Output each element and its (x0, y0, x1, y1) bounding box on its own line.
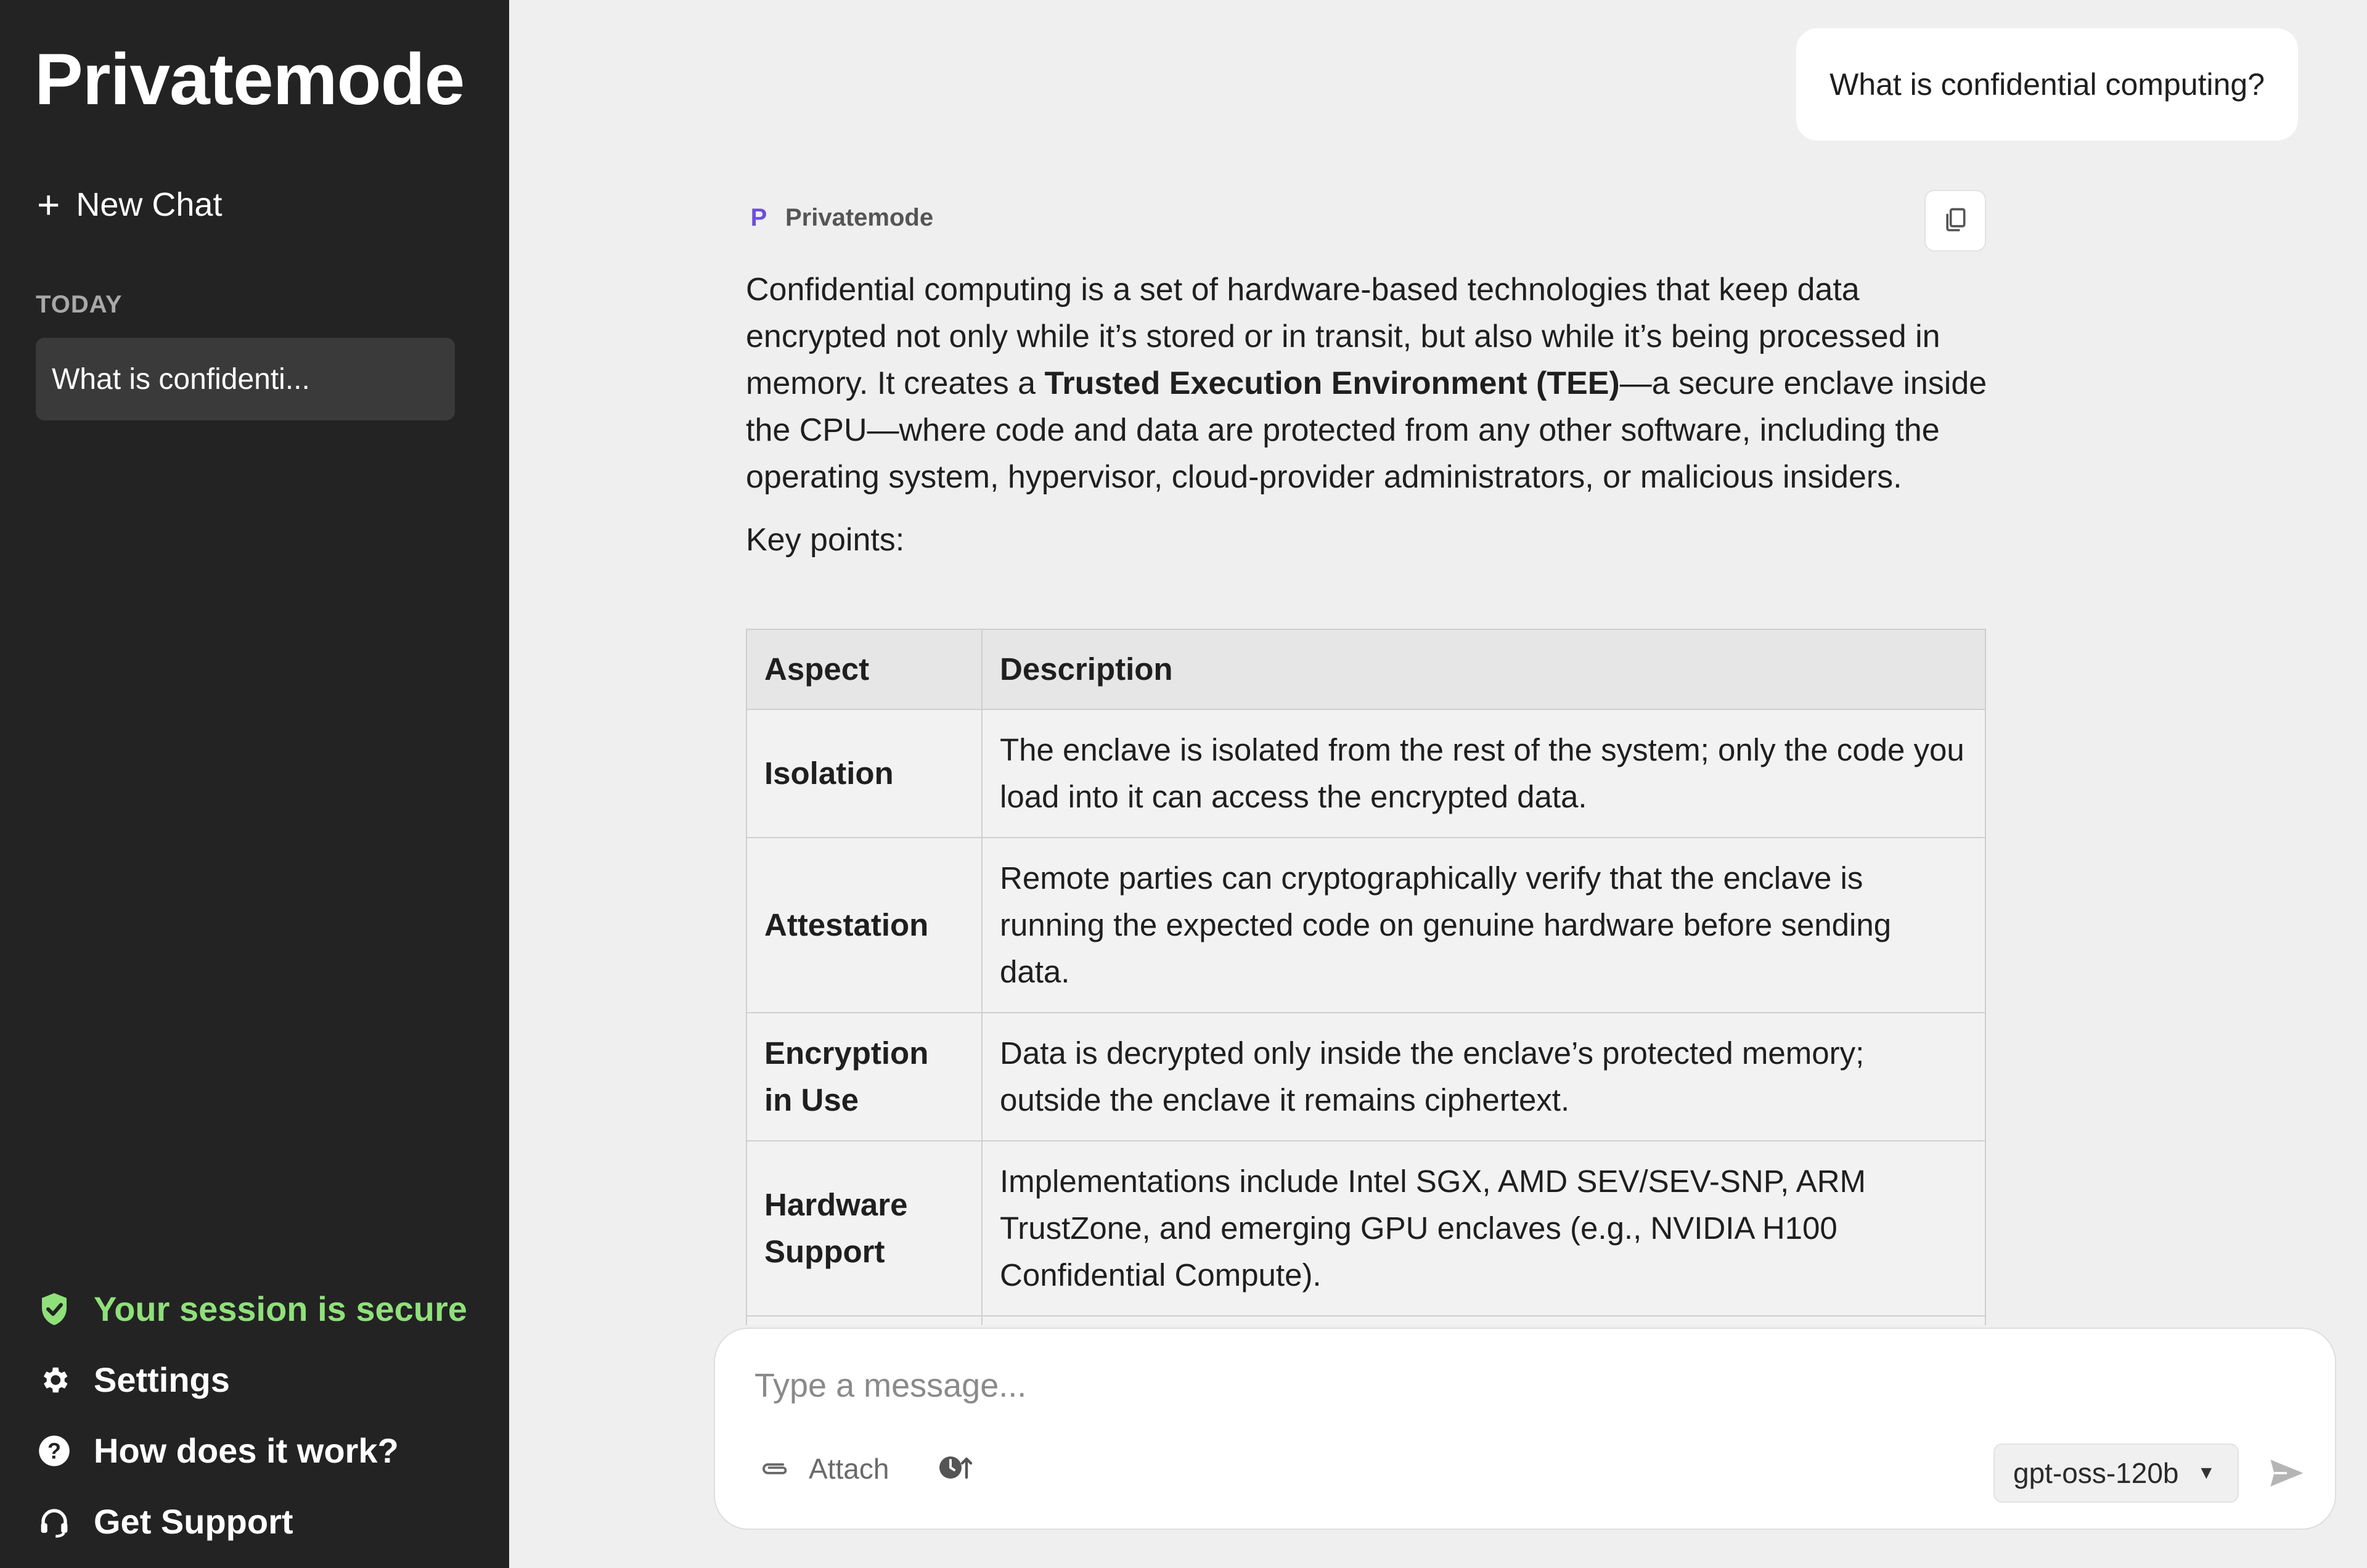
attach-label: Attach (809, 1453, 889, 1485)
answer-intro-bold: Trusted Execution Environment (TEE) (1044, 365, 1620, 401)
copy-button[interactable] (1924, 190, 1986, 251)
history-section-label: TODAY (36, 291, 123, 318)
sidebar-footer (36, 1273, 467, 1557)
temporary-chat-button[interactable] (937, 1452, 974, 1486)
table-cell-description: The enclave is isolated from the rest of the system; only the code you load into it can access the encrypted data. (982, 709, 1985, 838)
svg-text:?: ? (47, 1437, 61, 1463)
copy-icon (1942, 206, 1969, 236)
settings-button[interactable] (36, 1344, 467, 1415)
table-cell-description: Implementations include Intel SGX, AMD SEV/SEV-SNP, ARM TrustZone, and emerging GPU enclaves (e.g., NVIDIA H100 Confidential Compute). (982, 1141, 1985, 1316)
table-cell-aspect (746, 1316, 982, 1325)
plus-icon: + (37, 182, 60, 227)
send-button[interactable] (2262, 1450, 2312, 1499)
new-chat-button[interactable] (37, 182, 223, 227)
new-chat-label: New Chat (76, 186, 223, 223)
assistant-header (745, 203, 933, 232)
table-header-row (746, 629, 1985, 709)
answer-intro-text-end: —a secure enclave inside the CPU—where code and data are protected from any other software, including the operating system, hypervisor, cloud-provider administrators, or malicious insiders. (746, 365, 1987, 495)
table-header-description: Description (982, 629, 1985, 709)
message-composer (714, 1328, 2336, 1530)
model-selector-value: gpt-oss-120b (2013, 1457, 2179, 1489)
attach-button[interactable] (759, 1452, 889, 1485)
how-it-works-button[interactable] (36, 1415, 467, 1486)
session-secure-label: Your session is secure (94, 1289, 467, 1328)
chat-history-item[interactable] (36, 338, 455, 420)
table-cell-description (982, 1316, 1985, 1325)
answer-intro (746, 266, 1991, 500)
table-row (746, 838, 1985, 1013)
caret-down-icon: ▼ (2197, 1463, 2216, 1483)
assistant-name: Privatemode (785, 203, 934, 231)
key-points-label: Key points: (746, 522, 905, 558)
key-points-table (746, 629, 1986, 1325)
question-circle-icon (36, 1432, 73, 1469)
table-row (746, 1141, 1985, 1316)
table-row (746, 709, 1985, 838)
user-message-text: What is confidential computing? (1829, 67, 2265, 102)
timer-icon (937, 1452, 974, 1486)
table-cell-aspect: Attestation (746, 838, 982, 1013)
send-icon (2269, 1458, 2305, 1492)
table-row (746, 1316, 1985, 1325)
gear-icon (36, 1362, 73, 1399)
table-header-aspect: Aspect (746, 629, 982, 709)
table-cell-description: Remote parties can cryptographically verify that the enclave is running the expected code on genuine hardware before sending data. (982, 838, 1985, 1013)
paperclip-icon (759, 1458, 791, 1480)
key-points-table-container (746, 629, 1986, 1325)
answer-intro-text: Confidential computing is a set of hardware-based technologies that keep data encrypted not only while it’s stored or in transit, but also while it’s being processed in memory. It creates a (746, 272, 1940, 401)
table-cell-aspect: Encryption in Use (746, 1013, 982, 1141)
assistant-message (746, 266, 1991, 563)
how-it-works-label: How does it work? (94, 1431, 399, 1470)
chat-history-label: What is confidenti... (52, 362, 310, 396)
table-cell-description: Data is decrypted only inside the enclave’s protected memory; outside the enclave it remains ciphertext. (982, 1013, 1985, 1141)
sidebar (0, 0, 509, 1568)
user-message-bubble (1796, 28, 2298, 141)
table-cell-aspect: Hardware Support (746, 1141, 982, 1316)
get-support-button[interactable] (36, 1486, 467, 1557)
model-selector[interactable] (1993, 1443, 2239, 1503)
table-cell-aspect: Isolation (746, 709, 982, 838)
app-logo[interactable]: Privatemode (35, 39, 465, 120)
headset-icon (36, 1503, 73, 1540)
settings-label: Settings (94, 1360, 230, 1399)
privatemode-icon: P (750, 203, 767, 231)
message-input[interactable] (753, 1361, 2233, 1410)
table-row (746, 1013, 1985, 1141)
session-secure-status[interactable] (36, 1273, 467, 1344)
get-support-label: Get Support (94, 1502, 293, 1541)
shield-check-icon (36, 1291, 73, 1328)
